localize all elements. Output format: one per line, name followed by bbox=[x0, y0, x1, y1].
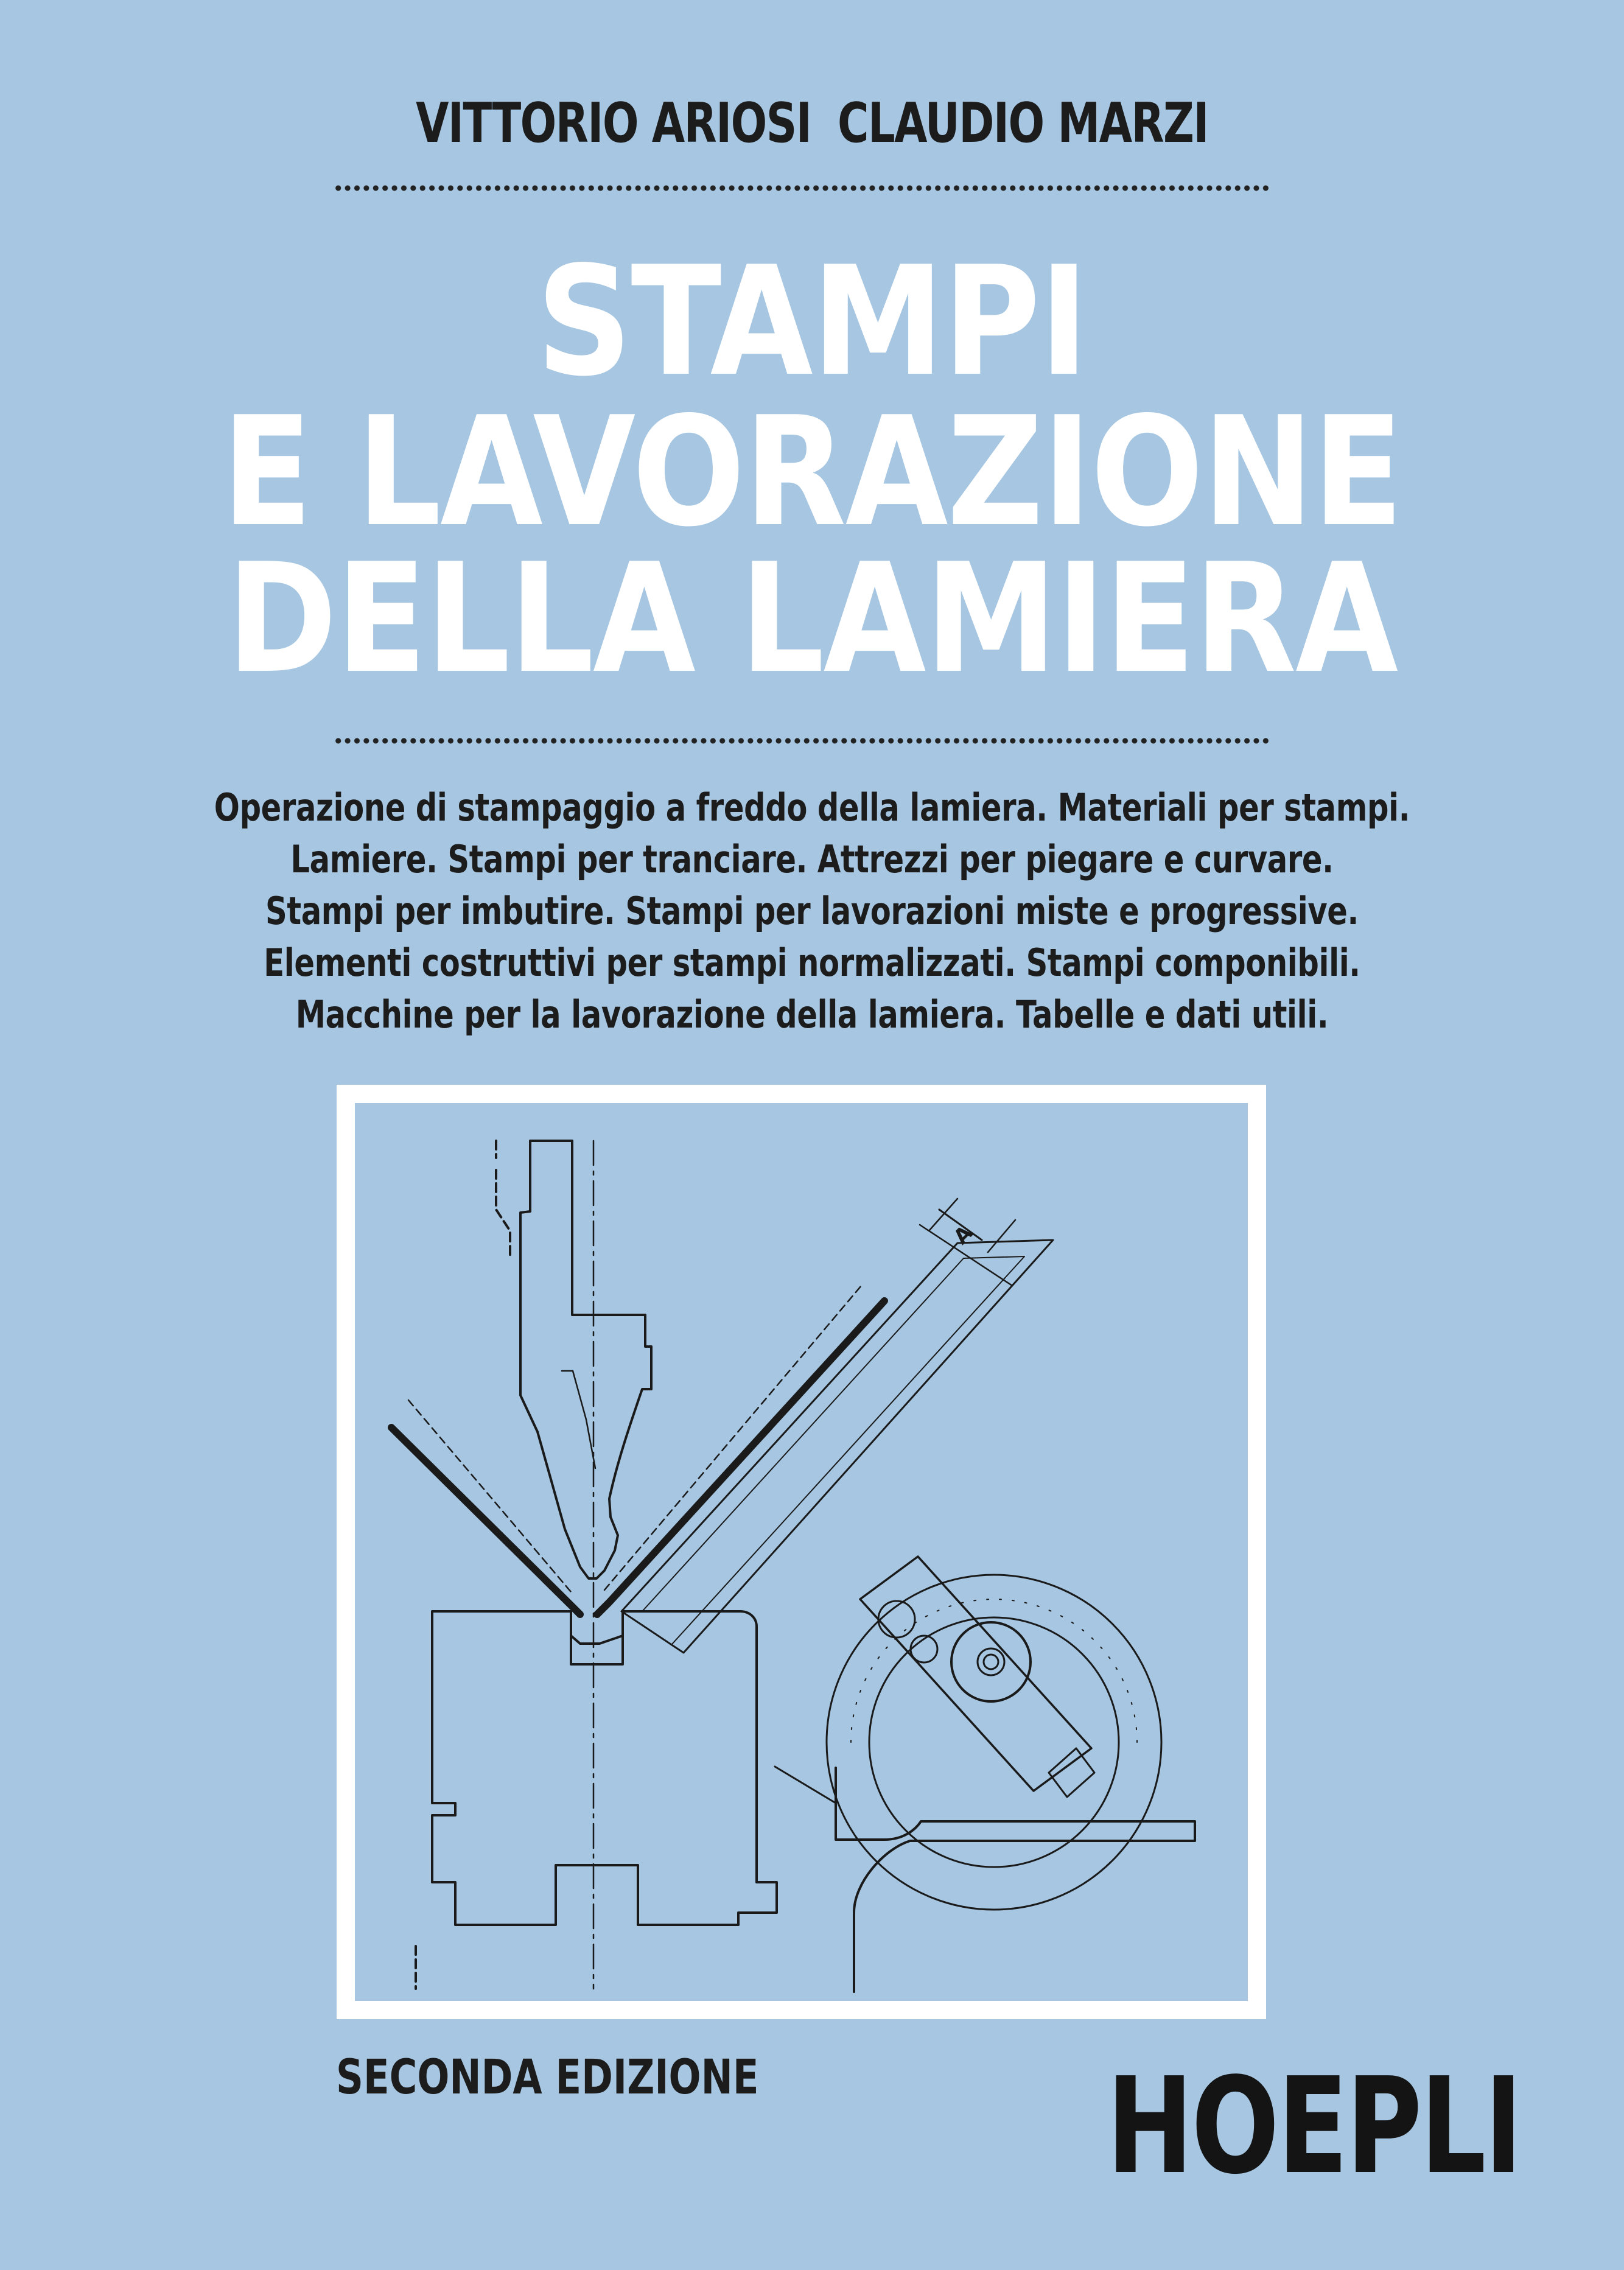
title-line-3: DELLA LAMIERA bbox=[226, 531, 1398, 707]
dotted-divider-top bbox=[334, 185, 1271, 191]
protractor-disc bbox=[827, 1575, 1161, 1910]
punch-outline bbox=[520, 1141, 651, 1578]
die-block-outline bbox=[432, 1611, 777, 1925]
description-line-3: Stampi per imbutire. Stampi per lavorazioni miste e progressive. bbox=[265, 889, 1359, 933]
title-line-2: E LAVORAZIONE bbox=[222, 385, 1402, 560]
description-line-1: Operazione di stampaggio a freddo della lamiera. Materiali per stampi. bbox=[214, 785, 1410, 830]
protractor-stand bbox=[836, 1768, 1195, 1992]
title-line-1: STAMPI bbox=[536, 234, 1088, 410]
press-brake-bending-die-illustration bbox=[355, 1103, 1248, 2001]
protractor-arm bbox=[621, 1240, 1053, 1653]
description-line-2: Lamiere. Stampi per tranciare. Attrezzi per piegare e curvare. bbox=[290, 837, 1334, 881]
illustration-frame bbox=[337, 1085, 1266, 2019]
author-1: VITTORIO ARIOSI bbox=[416, 91, 811, 155]
dimension-label: A bbox=[949, 1221, 978, 1250]
description bbox=[0, 782, 1624, 1040]
sheet-left bbox=[391, 1428, 580, 1614]
dotted-divider-bottom bbox=[334, 738, 1271, 744]
author-2: CLAUDIO MARZI bbox=[838, 91, 1208, 155]
publisher-logo: HOEPLI bbox=[1107, 2050, 1521, 2204]
authors bbox=[178, 91, 1445, 155]
edition-label: SECONDA EDIZIONE bbox=[336, 2050, 759, 2105]
description-line-5: Macchine per la lavorazione della lamiera. Tabelle e dati utili. bbox=[295, 992, 1329, 1037]
description-line-4: Elementi costruttivi per stampi normalizzati. Stampi componibili. bbox=[264, 941, 1360, 985]
